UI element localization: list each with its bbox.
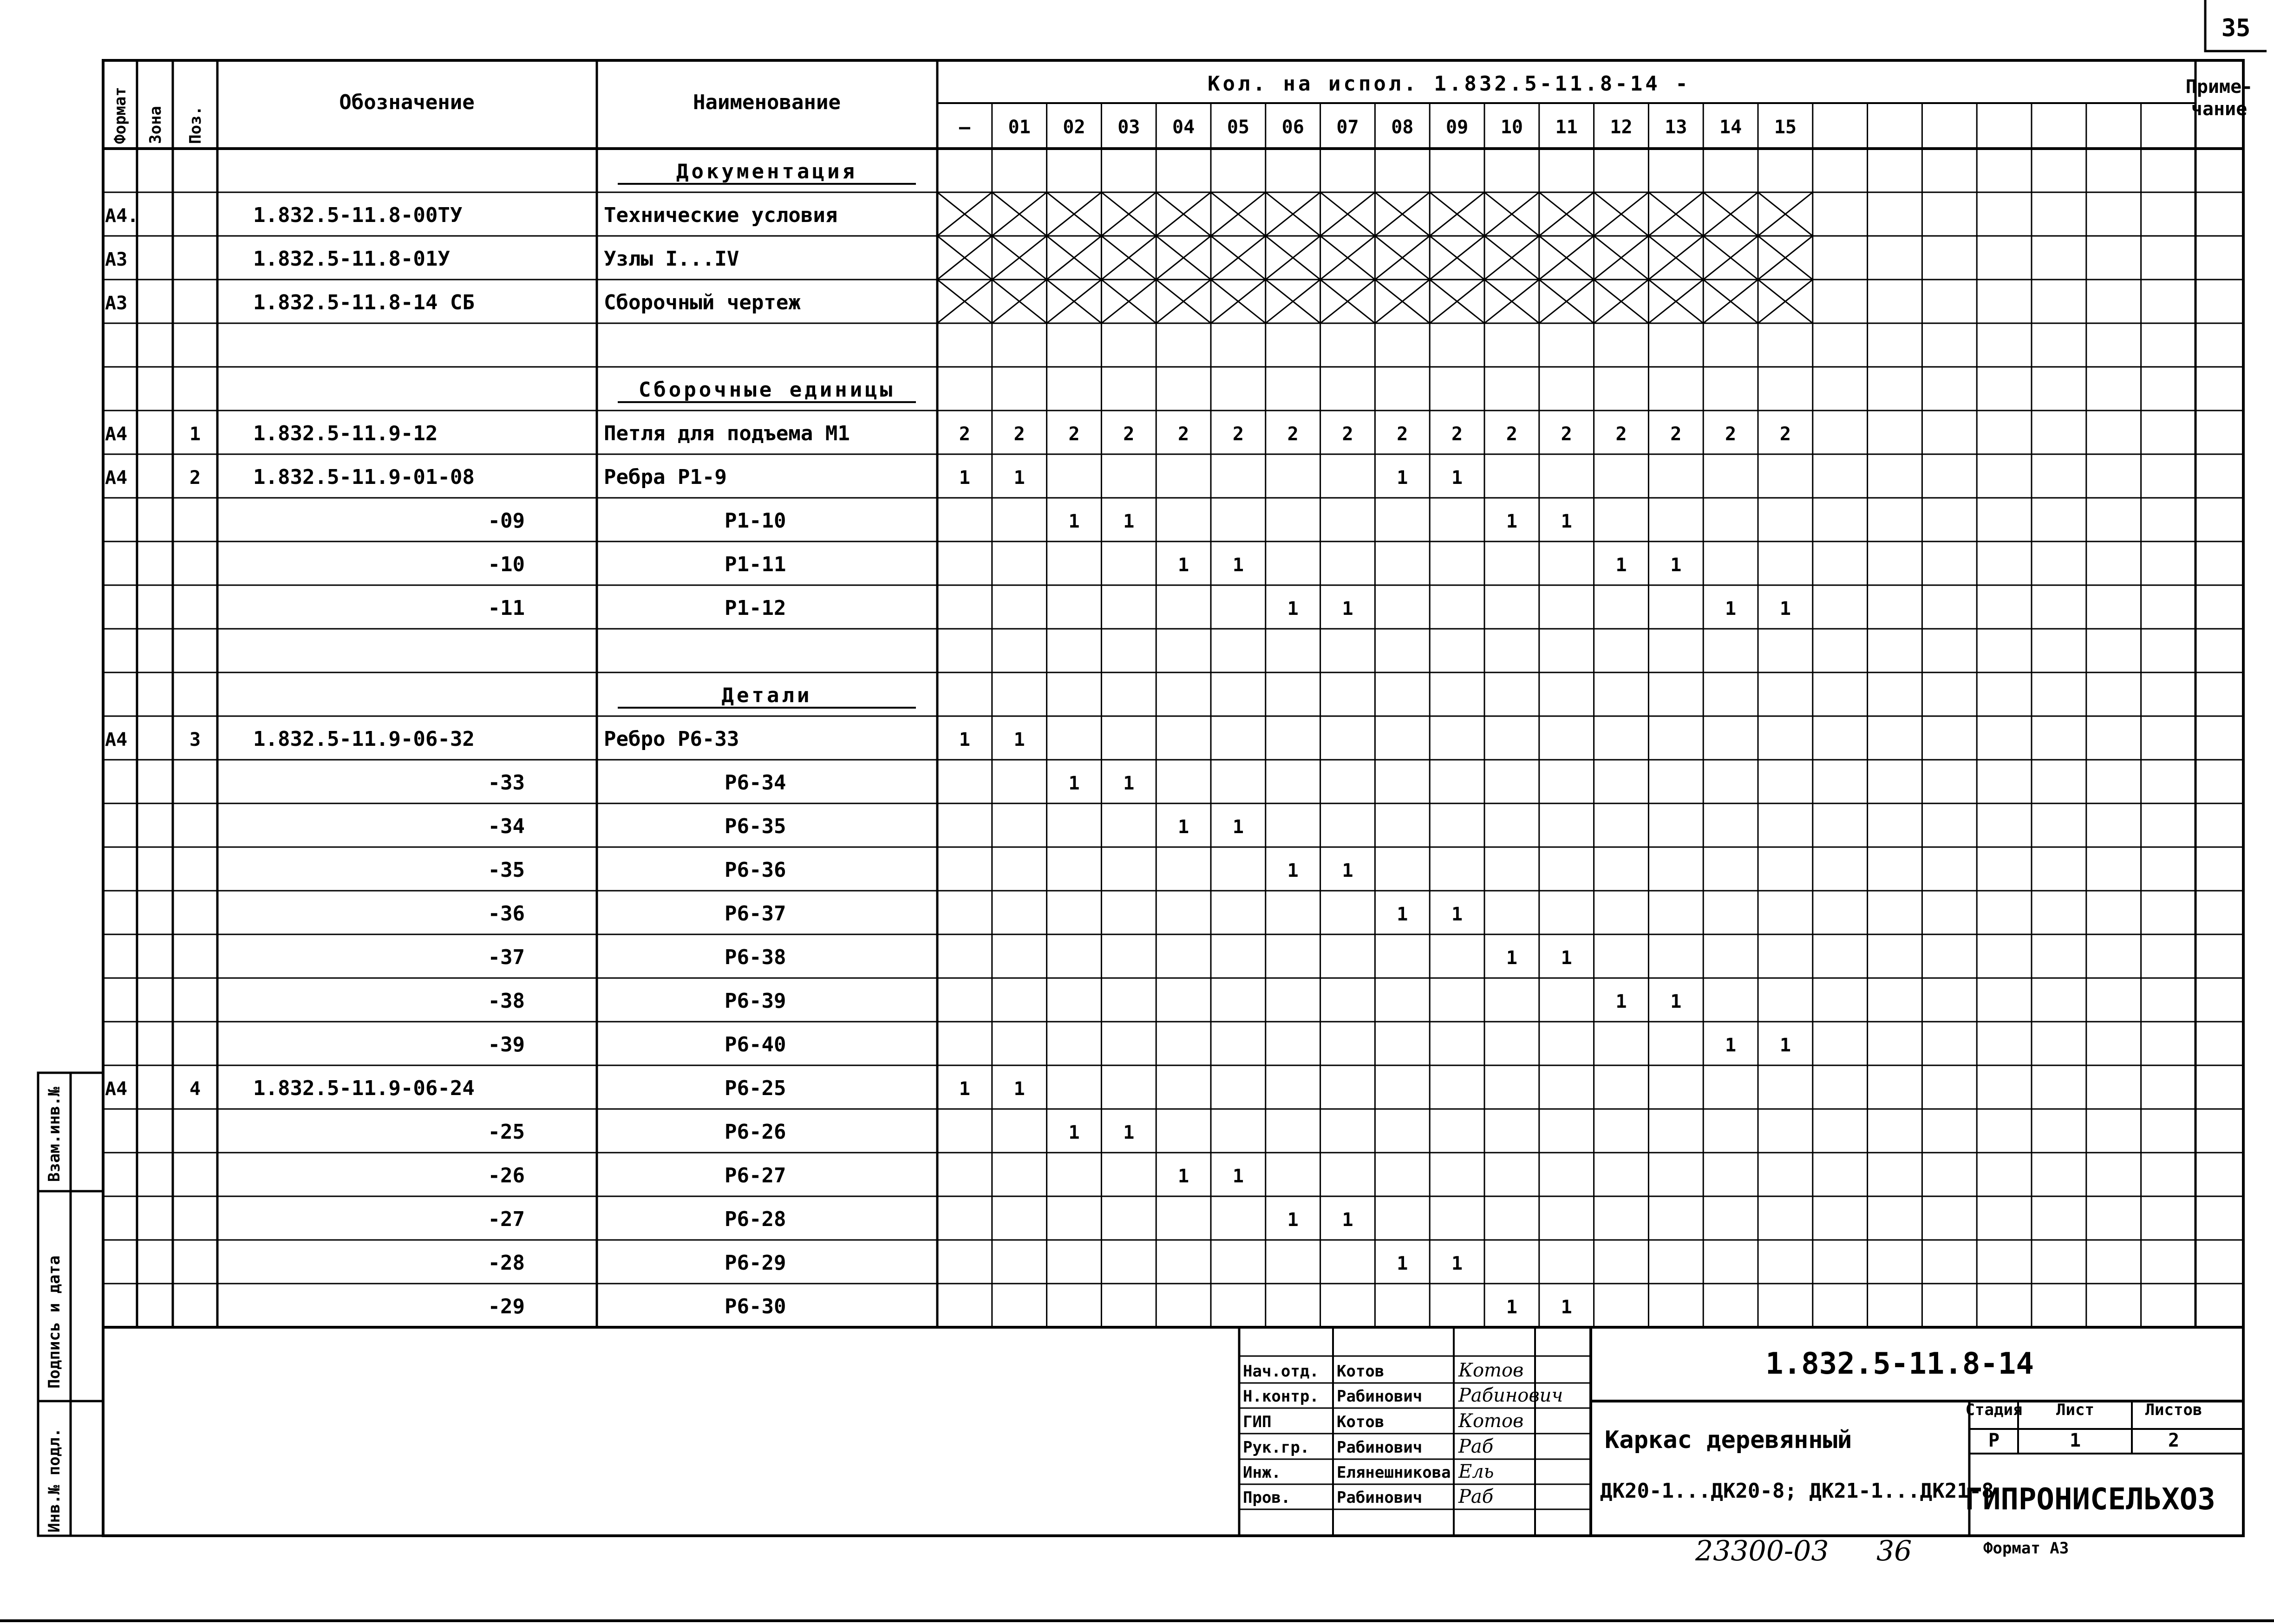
- qty-cell: 2: [1342, 423, 1353, 445]
- cell-format: А4.: [105, 205, 139, 227]
- section-row: [618, 378, 916, 402]
- cell-name: Ребро Р6-33: [604, 727, 739, 751]
- section-title: Детали: [721, 683, 812, 707]
- qty-cell: 1: [1506, 510, 1517, 532]
- exec-col-3: 03: [1117, 117, 1140, 138]
- qty-cell: 1: [1451, 1252, 1463, 1274]
- cell-pos: 1: [189, 423, 201, 445]
- signature: Ель: [1458, 1461, 1494, 1482]
- cell-designation: -39: [488, 1032, 525, 1057]
- cell-designation: -38: [488, 989, 525, 1013]
- person-name: Рабинович: [1337, 1438, 1423, 1457]
- cell-designation: -26: [488, 1163, 525, 1187]
- exec-col-0: —: [959, 117, 970, 138]
- person-name: Котов: [1337, 1362, 1385, 1381]
- header-note-2: чание: [2191, 98, 2248, 120]
- qty-cell: 1: [1397, 903, 1408, 925]
- cell-pos: 4: [189, 1078, 201, 1100]
- qty-cell: 1: [1013, 467, 1025, 489]
- signature: Рабинович: [1458, 1385, 1563, 1406]
- qty-cell: 1: [1068, 1122, 1080, 1143]
- header-pos: Поз.: [186, 106, 205, 144]
- signature-row: [1243, 1486, 1494, 1507]
- cell-designation: -33: [488, 770, 525, 795]
- cell-name: Р1-10: [725, 509, 786, 533]
- exec-col-13: 13: [1665, 117, 1687, 138]
- qty-cell: 2: [1397, 423, 1408, 445]
- cell-designation: 1.832.5-11.9-06-32: [253, 727, 475, 751]
- cell-name: Р6-40: [725, 1032, 786, 1057]
- role: Н.контр.: [1243, 1387, 1319, 1406]
- role: Инж.: [1243, 1463, 1281, 1482]
- role: Нач.отд.: [1243, 1362, 1319, 1381]
- signature-row: [1243, 1410, 1523, 1432]
- product-name: Каркас деревянный: [1605, 1426, 1852, 1454]
- qty-cell: 1: [1287, 860, 1299, 881]
- side-stamp-sign: Подпись и дата: [45, 1255, 64, 1389]
- table-row: [488, 771, 1135, 795]
- qty-cell: 2: [959, 423, 970, 445]
- cell-designation: -10: [488, 552, 525, 576]
- qty-cell: 1: [1342, 1209, 1353, 1231]
- header-format: Формат: [111, 87, 130, 144]
- product-variants: ДК20-1...ДК20-8; ДК21-1...ДК21-8: [1600, 1479, 1994, 1503]
- qty-cell: 2: [1779, 423, 1791, 445]
- qty-cell: 1: [1178, 554, 1189, 576]
- organization: ГИПРОНИСЕЛЬХОЗ: [1965, 1482, 2215, 1517]
- qty-cell: 1: [1506, 1296, 1517, 1318]
- cell-format: А4: [105, 729, 128, 750]
- cell-name: Р6-25: [725, 1076, 786, 1100]
- cell-designation: 1.832.5-11.9-01-08: [253, 465, 475, 489]
- cell-designation: -35: [488, 858, 525, 882]
- qty-cell: 1: [1615, 554, 1627, 576]
- cell-designation: -37: [488, 945, 525, 969]
- cell-designation: 1.832.5-11.8-14 СБ: [253, 290, 475, 314]
- sheets-label: Листов: [2145, 1401, 2202, 1419]
- exec-col-1: 01: [1008, 117, 1031, 138]
- cell-designation: 1.832.5-11.8-01У: [253, 247, 450, 271]
- exec-col-8: 08: [1391, 117, 1414, 138]
- qty-cell: 1: [1506, 947, 1517, 969]
- qty-cell: 1: [1068, 510, 1080, 532]
- cell-name: Технические условия: [604, 203, 838, 227]
- cell-designation: -25: [488, 1120, 525, 1144]
- cell-designation: 1.832.5-11.9-06-24: [253, 1076, 475, 1100]
- section-row: [618, 684, 916, 708]
- person-name: Рабинович: [1337, 1387, 1423, 1406]
- table-row: [488, 1207, 1353, 1231]
- qty-cell: 1: [1178, 1165, 1189, 1187]
- exec-col-12: 12: [1610, 117, 1633, 138]
- cell-pos: 2: [189, 467, 201, 489]
- qty-cell: 2: [1561, 423, 1572, 445]
- header-designation: Обозначение: [339, 91, 475, 114]
- cell-format: А4: [105, 423, 128, 445]
- side-stamp-replace: Взам.инв.№: [45, 1087, 64, 1182]
- header-qty-title: Кол. на испол. 1.832.5-11.8-14 -: [1208, 72, 1691, 96]
- header-zone: Зона: [146, 106, 165, 144]
- qty-cell: 1: [1178, 816, 1189, 838]
- role: Пров.: [1243, 1488, 1291, 1507]
- table-header: [111, 72, 2253, 144]
- document-code: 1.832.5-11.8-14: [1765, 1347, 2034, 1381]
- table-row: [488, 946, 1572, 969]
- signature: Раб: [1458, 1486, 1494, 1507]
- qty-cell: 1: [1287, 598, 1299, 620]
- section-row: [618, 160, 916, 184]
- cell-designation: -34: [488, 814, 525, 838]
- qty-cell: 1: [959, 729, 970, 750]
- table-row: [488, 902, 1463, 926]
- qty-cell: 2: [1506, 423, 1517, 445]
- qty-cell: 1: [1232, 554, 1244, 576]
- role: Рук.гр.: [1243, 1438, 1310, 1457]
- exec-col-6: 06: [1281, 117, 1304, 138]
- signature-row: [1243, 1461, 1494, 1482]
- cell-name: Р6-27: [725, 1163, 786, 1187]
- cell-name: Р6-34: [725, 770, 786, 795]
- exec-col-9: 09: [1446, 117, 1469, 138]
- qty-cell: 1: [1068, 772, 1080, 794]
- signature-row: [1243, 1436, 1494, 1457]
- exec-col-14: 14: [1719, 117, 1742, 138]
- specification-table: [105, 72, 2253, 1318]
- qty-cell: 2: [1451, 423, 1463, 445]
- qty-cell: 1: [1123, 772, 1135, 794]
- qty-cell: 2: [1232, 423, 1244, 445]
- sheet-value: 1: [2069, 1430, 2081, 1451]
- header-note: Приме-: [2185, 76, 2253, 98]
- stage-value: Р: [1988, 1430, 2000, 1451]
- person-name: Елянешникова: [1337, 1463, 1451, 1482]
- cell-designation: 1.832.5-11.8-00ТУ: [253, 203, 463, 227]
- exec-col-15: 15: [1774, 117, 1797, 138]
- qty-cell: 2: [1013, 423, 1025, 445]
- table-row: [488, 596, 1791, 620]
- table-row: [488, 1295, 1572, 1318]
- sheet-label: Лист: [2056, 1401, 2094, 1419]
- table-row: [488, 1164, 1244, 1187]
- table-row: [105, 727, 1025, 751]
- exec-col-7: 07: [1336, 117, 1359, 138]
- cell-name: Р6-35: [725, 814, 786, 838]
- cell-format: А4: [105, 467, 128, 489]
- cell-name: Р6-26: [725, 1120, 786, 1144]
- cell-pos: 3: [189, 729, 201, 750]
- qty-cell: 1: [1232, 1165, 1244, 1187]
- stage-label: Стадия: [1965, 1401, 2023, 1419]
- exec-col-5: 05: [1227, 117, 1249, 138]
- qty-cell: 2: [1068, 423, 1080, 445]
- qty-cell: 2: [1123, 423, 1135, 445]
- person-name: Рабинович: [1337, 1488, 1423, 1507]
- sheet-number: 35: [2221, 14, 2251, 42]
- cell-name: Р6-37: [725, 901, 786, 926]
- qty-cell: 1: [1670, 554, 1682, 576]
- table-row: [488, 1120, 1135, 1144]
- table-row: [105, 465, 1463, 489]
- sheets-value: 2: [2168, 1430, 2180, 1451]
- cell-name: Сборочный чертеж: [604, 290, 801, 314]
- cell-format: А3: [105, 292, 128, 314]
- signature: Раб: [1458, 1436, 1494, 1457]
- qty-cell: 1: [1397, 467, 1408, 489]
- section-title: Документация: [676, 159, 857, 183]
- signature-row: [1243, 1360, 1523, 1381]
- exec-col-4: 04: [1172, 117, 1195, 138]
- table-row: [105, 422, 1791, 445]
- qty-cell: 1: [1013, 729, 1025, 750]
- cell-name: Р1-11: [725, 552, 786, 576]
- side-stamp-inv: Инв.№ подл.: [45, 1428, 64, 1533]
- qty-cell: 2: [1615, 423, 1627, 445]
- cell-designation: -11: [488, 596, 525, 620]
- exec-col-10: 10: [1500, 117, 1523, 138]
- qty-cell: 1: [1779, 598, 1791, 620]
- cell-name: Р6-39: [725, 989, 786, 1013]
- cell-designation: -09: [488, 509, 525, 533]
- table-row: [488, 1251, 1463, 1275]
- qty-cell: 2: [1178, 423, 1189, 445]
- table-row: [488, 553, 1682, 576]
- cell-name: Узлы I...IV: [604, 247, 739, 271]
- signature: Котов: [1458, 1410, 1524, 1432]
- table-row: [105, 280, 1813, 323]
- table-row: [488, 509, 1572, 533]
- qty-cell: 1: [959, 467, 970, 489]
- qty-cell: 2: [1670, 423, 1682, 445]
- qty-cell: 1: [1451, 467, 1463, 489]
- cell-name: Р6-30: [725, 1294, 786, 1318]
- cell-designation: 1.832.5-11.9-12: [253, 421, 438, 445]
- header-name: Наименование: [693, 91, 841, 114]
- table-row: [488, 1033, 1791, 1057]
- qty-cell: 1: [1725, 1034, 1737, 1056]
- cell-designation: -36: [488, 901, 525, 926]
- table-row: [488, 858, 1353, 882]
- cell-format: А3: [105, 248, 128, 270]
- qty-cell: 1: [1342, 860, 1353, 881]
- qty-cell: 2: [1725, 423, 1737, 445]
- cell-format: А4: [105, 1078, 128, 1100]
- qty-cell: 1: [1123, 510, 1135, 532]
- archive-number: 23300-03: [1695, 1535, 1829, 1567]
- qty-cell: 1: [1451, 903, 1463, 925]
- format-note: Формат А3: [1983, 1539, 2069, 1558]
- cell-name: Р1-12: [725, 596, 786, 620]
- cell-designation: -29: [488, 1294, 525, 1318]
- person-name: Котов: [1337, 1413, 1385, 1431]
- qty-cell: 1: [1342, 598, 1353, 620]
- qty-cell: 2: [1287, 423, 1299, 445]
- page-number: 36: [1876, 1535, 1912, 1567]
- qty-cell: 1: [1397, 1252, 1408, 1274]
- qty-cell: 1: [1561, 1296, 1572, 1318]
- cell-name: Р6-29: [725, 1251, 786, 1275]
- cell-designation: -27: [488, 1207, 525, 1231]
- qty-cell: 1: [1561, 510, 1572, 532]
- cell-name: Р6-36: [725, 858, 786, 882]
- signature-row: [1243, 1385, 1563, 1406]
- table-row: [105, 192, 1813, 236]
- table-row: [105, 236, 1813, 280]
- qty-cell: 1: [1123, 1122, 1135, 1143]
- cell-name: Р6-28: [725, 1207, 786, 1231]
- qty-cell: 1: [1013, 1078, 1025, 1100]
- qty-cell: 1: [1232, 816, 1244, 838]
- qty-cell: 1: [1287, 1209, 1299, 1231]
- qty-cell: 1: [1561, 947, 1572, 969]
- title-block: [1239, 1327, 2243, 1536]
- table-row: [488, 989, 1682, 1013]
- section-title: Сборочные единицы: [638, 378, 895, 402]
- role: ГИП: [1243, 1413, 1272, 1431]
- table-row: [105, 1076, 1025, 1100]
- cell-name: Петля для подъема М1: [604, 421, 850, 445]
- cell-name: Ребра Р1-9: [604, 465, 727, 489]
- qty-cell: 1: [1670, 991, 1682, 1012]
- signature: Котов: [1458, 1360, 1524, 1381]
- exec-col-11: 11: [1555, 117, 1578, 138]
- table-row: [488, 815, 1244, 838]
- cell-name: Р6-38: [725, 945, 786, 969]
- qty-cell: 1: [1615, 991, 1627, 1012]
- exec-col-2: 02: [1063, 117, 1085, 138]
- qty-cell: 1: [959, 1078, 970, 1100]
- cell-designation: -28: [488, 1251, 525, 1275]
- qty-cell: 1: [1779, 1034, 1791, 1056]
- qty-cell: 1: [1725, 598, 1737, 620]
